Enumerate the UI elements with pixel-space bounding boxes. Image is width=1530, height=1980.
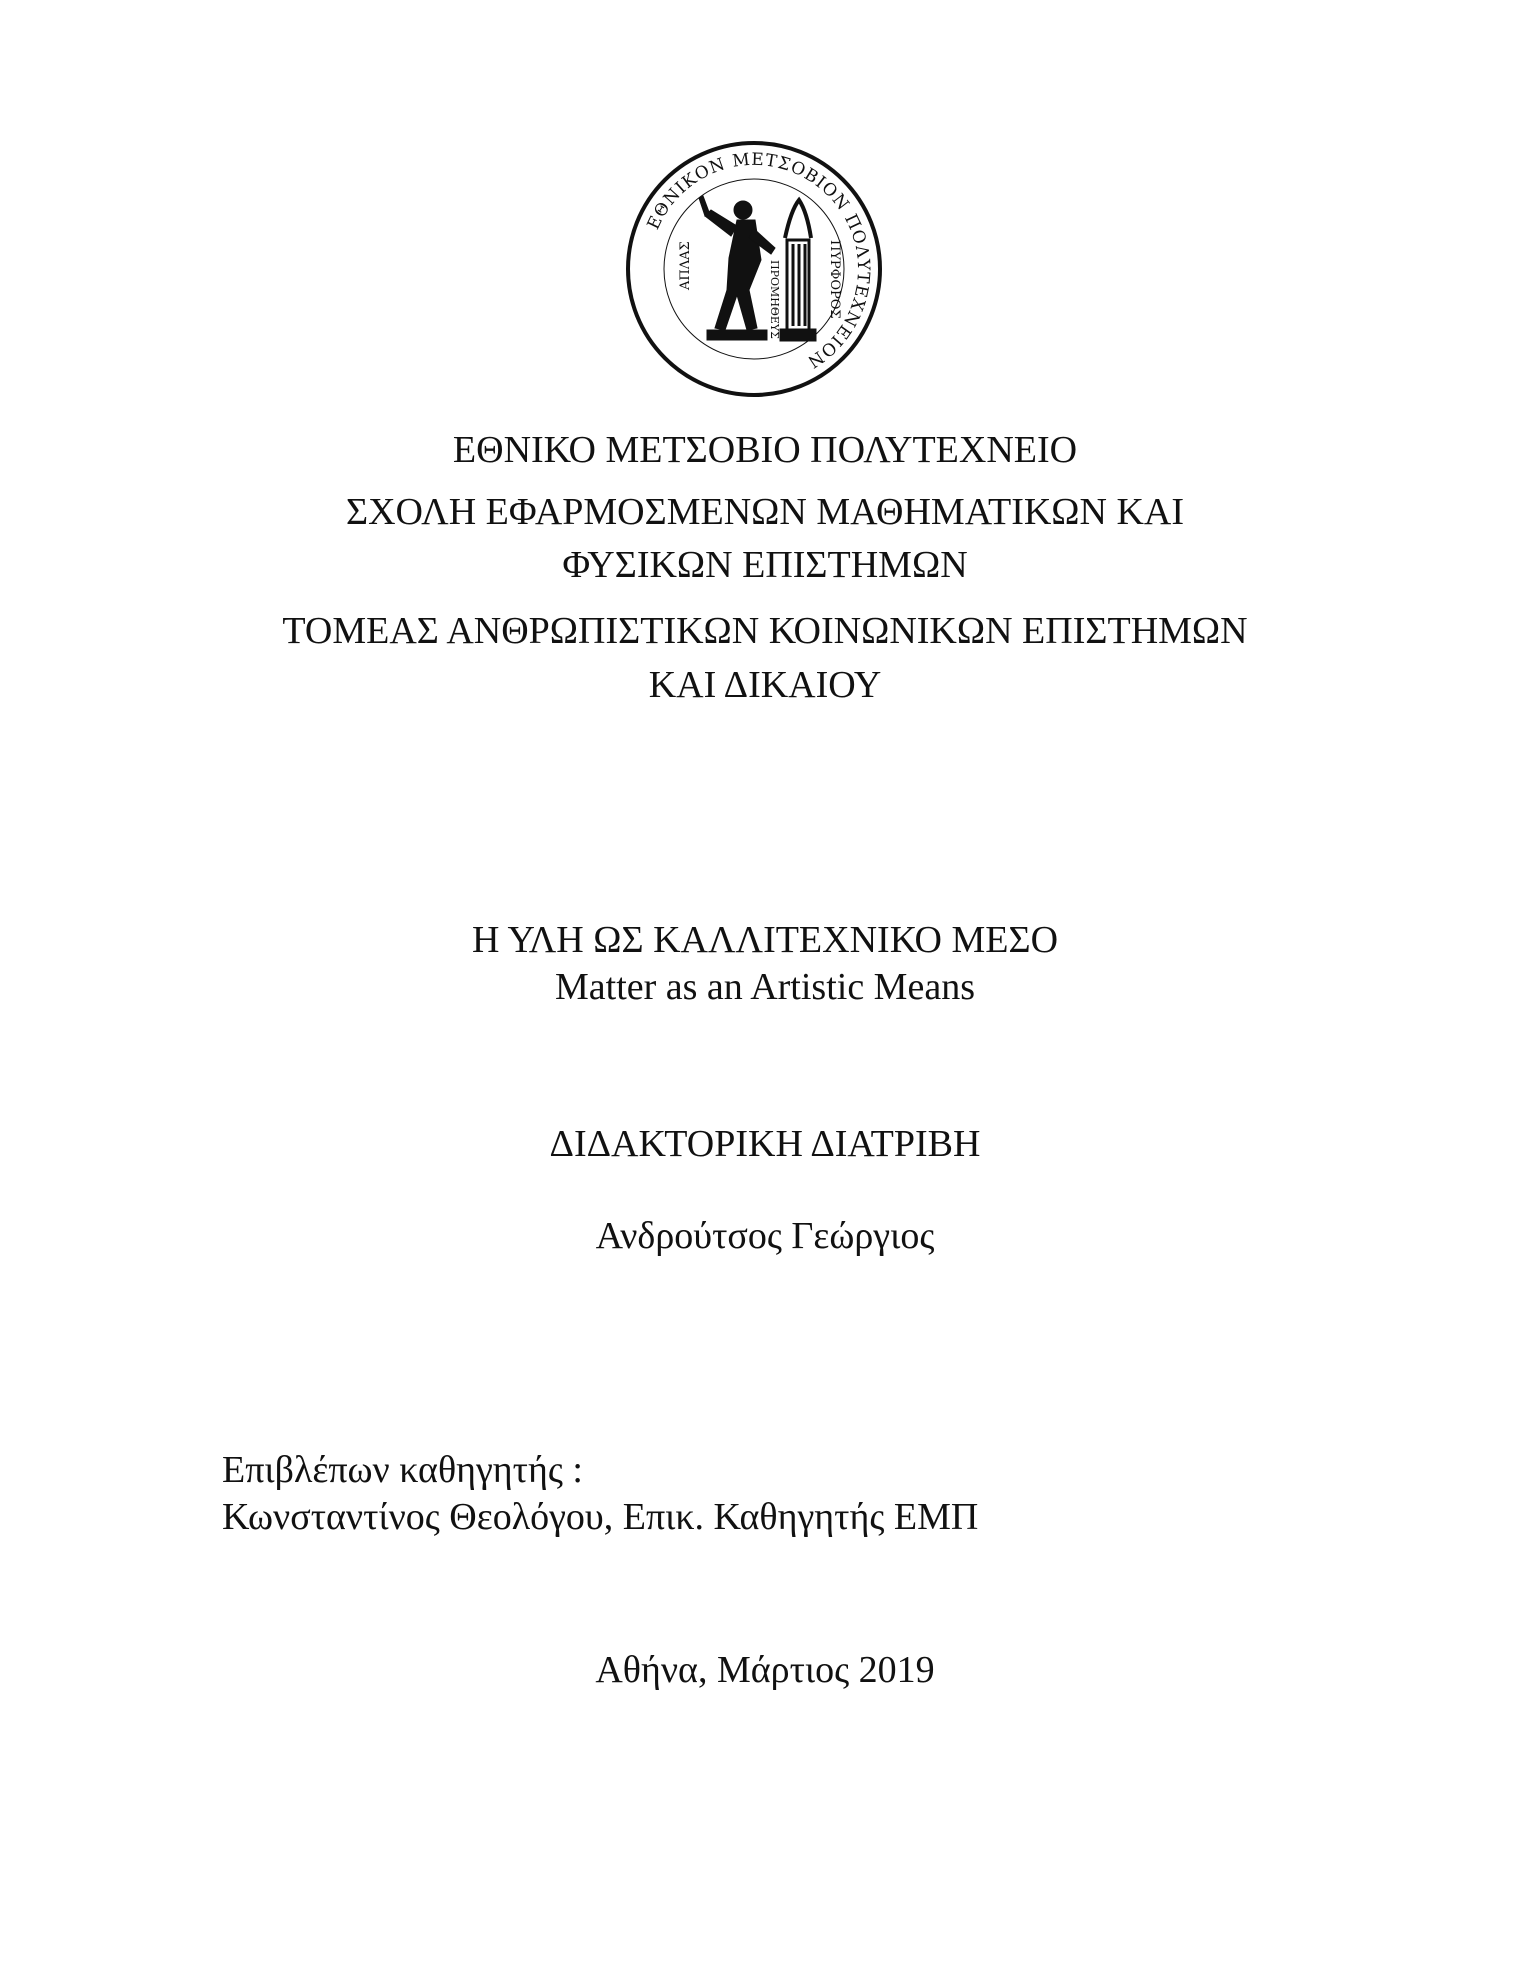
thesis-title-english: Matter as an Artistic Means <box>554 966 975 1008</box>
seal-center-text: ΠΡΟΜΗΘΕΥΣ <box>768 260 781 339</box>
university-seal-logo <box>625 140 883 398</box>
author-name: Ανδρούτσος Γεώργιος <box>595 1215 935 1257</box>
seal-right-text: ΠΥΡΦΟΡΟΣ <box>827 240 842 319</box>
seal-left-text: ΑΠΛΑΣ <box>678 241 693 290</box>
supervisor-label: Επιβλέπων καθηγητής : <box>222 1449 583 1491</box>
place-date: Αθήνα, Μάρτιος 2019 <box>595 1649 935 1691</box>
school-name-line2: ΦΥΣΙΚΩΝ ΕΠΙΣΤΗΜΩΝ <box>562 544 968 586</box>
thesis-title-greek: Η ΥΛΗ ΩΣ ΚΑΛΛΙΤΕΧΝΙΚΟ ΜΕΣΟ <box>471 919 1059 961</box>
department-line1: ΤΟΜΕΑΣ ΑΝΘΡΩΠΙΣΤΙΚΩΝ ΚΟΙΝΩΝΙΚΩΝ ΕΠΙΣΤΗΜΩΝ <box>282 610 1248 652</box>
school-name-line1: ΣΧΟΛΗ ΕΦΑΡΜΟΣΜΕΝΩΝ ΜΑΘΗΜΑΤΙΚΩΝ ΚΑΙ <box>345 491 1185 533</box>
supervisor-name: Κωνσταντίνος Θεολόγου, Επικ. Καθηγητής ΕΜΠ <box>222 1496 979 1538</box>
department-line2: ΚΑΙ ΔΙΚΑΙΟΥ <box>648 664 882 706</box>
seal-inscription: ΕΘΝΙΚΟΝ ΜΕΤΣΟΒΙΟΝ ΠΟΛΥΤΕΧΝΕΙΟΝ <box>643 149 874 372</box>
university-name: ΕΘΝΙΚΟ ΜΕΤΣΟΒΙΟ ΠΟΛΥΤΕΧΝΕΙΟ <box>452 429 1078 471</box>
thesis-type: ΔΙΔΑΚΤΟΡΙΚΗ ΔΙΑΤΡΙΒΗ <box>549 1123 981 1165</box>
